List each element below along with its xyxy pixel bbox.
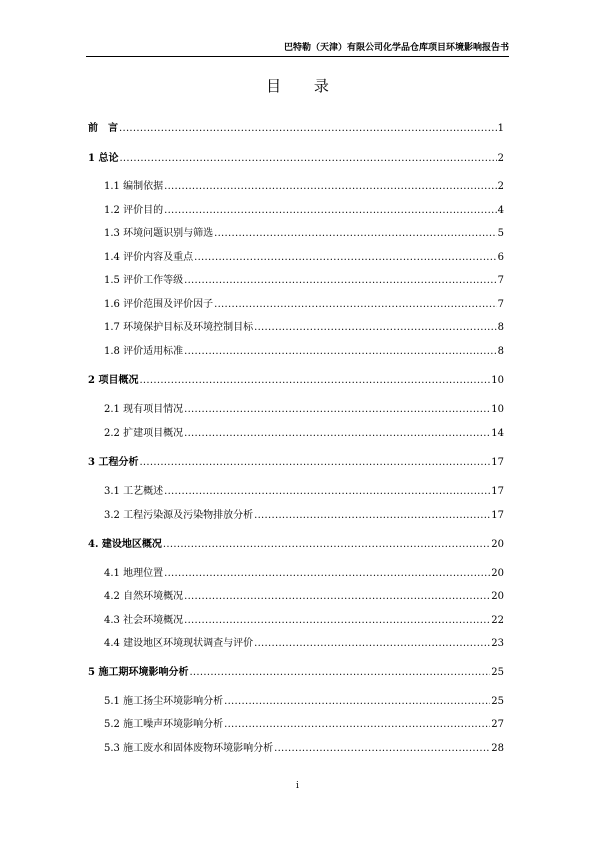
toc-leader-dots [163, 539, 490, 550]
toc-leader-dots [254, 322, 497, 333]
toc-entry-5-1[interactable] [104, 692, 504, 707]
toc-entry-label: 2 项目概况 [88, 375, 139, 386]
toc-leader-dots [214, 299, 497, 310]
toc-leader-dots [189, 667, 490, 678]
toc-leader-dots [184, 346, 497, 357]
toc-leader-dots [119, 153, 496, 164]
toc-entry-page: 6 [497, 252, 504, 263]
toc-entry-label: 5.1 施工扬尘环境影响分析 [104, 696, 224, 707]
toc-entry-page: 28 [491, 743, 504, 754]
toc-entry-page: 20 [491, 591, 504, 602]
toc-entry-page: 1 [497, 123, 504, 134]
toc-entry-page: 20 [491, 568, 504, 579]
toc-leader-dots [139, 457, 490, 468]
toc-leader-dots [164, 568, 490, 579]
toc-entry-label: 前 言 [88, 123, 118, 134]
toc-entry-label: 4. 建设地区概况 [88, 539, 162, 550]
toc-entry-label: 1.1 编制依据 [104, 181, 164, 192]
toc-entry-label: 4.1 地理位置 [104, 568, 164, 579]
toc-entry-4-3[interactable] [104, 611, 504, 626]
toc-entry-label: 1 总论 [88, 153, 119, 164]
toc-entry-label: 2.1 现有项目情况 [104, 404, 184, 415]
toc-entry-1-3[interactable] [104, 224, 504, 239]
toc-leader-dots [224, 696, 490, 707]
toc-entry-label: 2.2 扩建项目概况 [104, 428, 184, 439]
toc-entry-label: 3.1 工艺概述 [104, 486, 164, 497]
toc-entry-label: 4.2 自然环境概况 [104, 591, 184, 602]
toc-entry-page: 17 [491, 457, 504, 468]
toc-leader-dots [164, 486, 490, 497]
toc-entry-4-1[interactable] [104, 564, 504, 579]
toc-entry-chapter-5[interactable] [88, 663, 504, 678]
toc-leader-dots [184, 615, 490, 626]
toc-entry-page: 7 [497, 299, 504, 310]
toc-leader-dots [164, 181, 497, 192]
toc-entry-page: 17 [491, 510, 504, 521]
toc-entry-label: 3 工程分析 [88, 457, 139, 468]
toc-entry-label: 5.3 施工废水和固体废物环境影响分析 [104, 743, 274, 754]
toc-entry-2-2[interactable] [104, 424, 504, 439]
toc-entry-label: 1.8 评价适用标准 [104, 346, 184, 357]
toc-entry-page: 7 [497, 275, 504, 286]
toc-leader-dots [194, 252, 497, 263]
toc-entry-2-1[interactable] [104, 400, 504, 415]
toc-entry-page: 22 [491, 615, 504, 626]
header-title: 巴特勒（天津）有限公司化学品仓库项目环境影响报告书 [283, 43, 509, 53]
toc-entry-page: 10 [491, 404, 504, 415]
toc-leader-dots [164, 205, 497, 216]
toc-leader-dots [139, 375, 490, 386]
toc-entry-4-2[interactable] [104, 587, 504, 602]
toc-entry-label: 1.5 评价工作等级 [104, 275, 184, 286]
toc-leader-dots [184, 275, 497, 286]
toc-entry-1-4[interactable] [104, 248, 504, 263]
toc-entry-label: 5.2 施工噪声环境影响分析 [104, 719, 224, 730]
toc-entry-label: 1.4 评价内容及重点 [104, 252, 194, 263]
toc-entry-page: 27 [491, 719, 504, 730]
toc-leader-dots [119, 123, 497, 134]
toc-entry-label: 4.3 社会环境概况 [104, 615, 184, 626]
toc-leader-dots [184, 428, 490, 439]
toc-entry-chapter-4[interactable] [88, 535, 504, 550]
toc-entry-page: 5 [497, 228, 504, 239]
toc-leader-dots [254, 638, 490, 649]
toc-entry-1-8[interactable] [104, 342, 504, 357]
toc-entry-page: 25 [491, 667, 504, 678]
toc-entry-chapter-2[interactable] [88, 371, 504, 386]
toc-leader-dots [224, 719, 490, 730]
toc-entry-page: 20 [491, 539, 504, 550]
toc-entry-label: 4.4 建设地区环境现状调查与评价 [104, 638, 254, 649]
toc-entry-3-2[interactable] [104, 506, 504, 521]
toc-entry-label: 1.6 评价范围及评价因子 [104, 299, 214, 310]
toc-entry-label: 5 施工期环境影响分析 [88, 667, 189, 678]
toc-entry-label: 1.3 环境问题识别与筛选 [104, 228, 214, 239]
toc-entry-1-5[interactable] [104, 271, 504, 286]
toc-entry-5-2[interactable] [104, 715, 504, 730]
toc-entry-label: 3.2 工程污染源及污染物排放分析 [104, 510, 254, 521]
toc-leader-dots [184, 591, 490, 602]
footer-page-number: i [296, 781, 299, 791]
toc-entry-preface[interactable] [88, 119, 504, 134]
toc-entry-page: 4 [497, 205, 504, 216]
toc-entry-page: 2 [497, 153, 504, 164]
toc-entry-4-4[interactable] [104, 634, 504, 649]
toc-entry-chapter-3[interactable] [88, 453, 504, 468]
toc-entry-page: 14 [491, 428, 504, 439]
toc-leader-dots [214, 228, 497, 239]
toc-entry-page: 23 [491, 638, 504, 649]
toc-entry-page: 2 [497, 181, 504, 192]
toc-entry-1-7[interactable] [104, 318, 504, 333]
toc-entry-page: 8 [497, 322, 504, 333]
toc-entry-3-1[interactable] [104, 482, 504, 497]
toc-leader-dots [184, 404, 490, 415]
toc-entry-1-6[interactable] [104, 295, 504, 310]
toc-title: 目 录 [266, 77, 343, 95]
toc-entry-page: 17 [491, 486, 504, 497]
toc-entry-page: 10 [491, 375, 504, 386]
toc-entry-label: 1.2 评价目的 [104, 205, 164, 216]
toc-entry-chapter-1[interactable] [88, 149, 504, 164]
toc-entry-page: 25 [491, 696, 504, 707]
toc-entry-1-2[interactable] [104, 201, 504, 216]
page-header [86, 39, 509, 57]
toc-entry-label: 1.7 环境保护目标及环境控制目标 [104, 322, 254, 333]
toc-leader-dots [274, 743, 490, 754]
toc-entry-page: 8 [497, 346, 504, 357]
toc-entry-1-1[interactable] [104, 177, 504, 192]
toc-leader-dots [254, 510, 490, 521]
toc-entry-5-3[interactable] [104, 739, 504, 754]
